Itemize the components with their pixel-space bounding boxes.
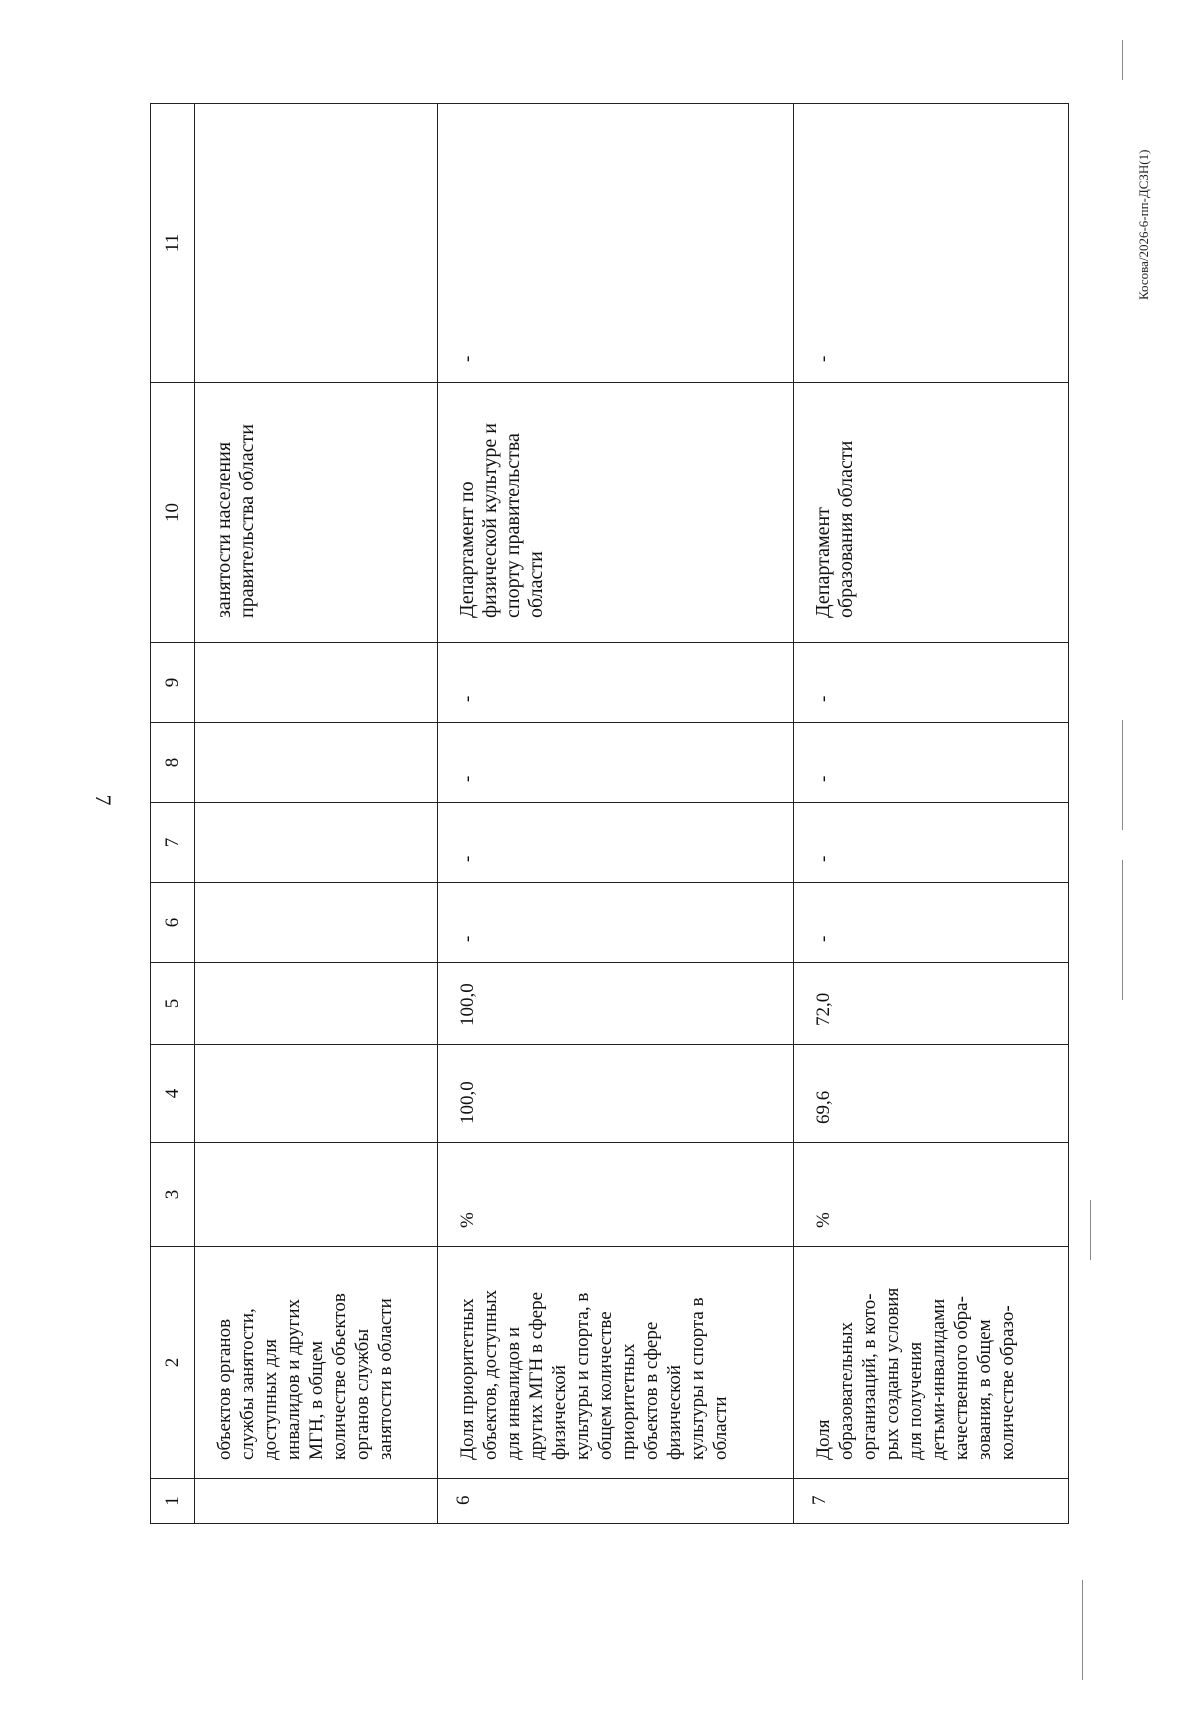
column-header-3: 3 <box>151 1143 195 1247</box>
row-number: 6 <box>438 1479 794 1524</box>
value-cell-5: 72,0 <box>794 963 1069 1045</box>
column-header-7: 7 <box>151 803 195 883</box>
responsible-body: Департамент по физической культуре и спорту правительства области <box>438 383 794 643</box>
value-cell-11: - <box>794 104 1069 383</box>
page-number: 7 <box>91 794 116 806</box>
table-row <box>195 104 438 1524</box>
row-number: 7 <box>794 1479 1069 1524</box>
value-cell-5: 100,0 <box>438 963 794 1045</box>
column-header-2: 2 <box>151 1247 195 1479</box>
value-cell-4: 69,6 <box>794 1045 1069 1143</box>
header-row <box>151 104 195 1524</box>
column-header-10: 10 <box>151 383 195 643</box>
scan-artifact <box>1122 860 1123 1000</box>
column-header-4: 4 <box>151 1045 195 1143</box>
responsible-body: занятости населения правительства области <box>195 383 438 643</box>
value-cell-9 <box>195 643 438 723</box>
scan-artifact <box>1082 1580 1083 1680</box>
value-cell-8: - <box>438 723 794 803</box>
value-cell-11: - <box>438 104 794 383</box>
scan-artifact <box>1090 1200 1091 1260</box>
indicator-name: Доля приоритетных объектов, доступных для инвалидов и других МГН в сфере физической культуры и спорта, в общем количестве приоритетных объектов в сфере физической культуры и спорта в области <box>438 1247 794 1479</box>
value-cell-6: - <box>794 883 1069 963</box>
document-code: Косова/2026-6-пп-ДСЗН(1) <box>1136 149 1151 300</box>
value-cell-8 <box>195 723 438 803</box>
value-cell-9: - <box>438 643 794 723</box>
column-header-1: 1 <box>151 1479 195 1524</box>
row-number <box>195 1479 438 1524</box>
responsible-body: Департамент образования области <box>794 383 1069 643</box>
table-row <box>794 104 1069 1524</box>
value-cell-5 <box>195 963 438 1045</box>
value-cell-7 <box>195 803 438 883</box>
value-cell-7: - <box>438 803 794 883</box>
column-header-5: 5 <box>151 963 195 1045</box>
value-cell-11 <box>195 104 438 383</box>
scan-artifact <box>1122 40 1123 80</box>
value-cell-9: - <box>794 643 1069 723</box>
table-row <box>438 104 794 1524</box>
column-header-9: 9 <box>151 643 195 723</box>
column-header-8: 8 <box>151 723 195 803</box>
indicator-name: Доля образовательных организаций, в кото- рых созданы условия для получения детьми-инвалидами качественного обра- зования, в общем количестве образо- <box>794 1247 1069 1479</box>
value-cell-6 <box>195 883 438 963</box>
data-table <box>150 103 1069 1524</box>
value-cell-6: - <box>438 883 794 963</box>
value-cell-4 <box>195 1045 438 1143</box>
unit-cell: % <box>438 1143 794 1247</box>
unit-cell <box>195 1143 438 1247</box>
value-cell-4: 100,0 <box>438 1045 794 1143</box>
value-cell-7: - <box>794 803 1069 883</box>
column-header-11: 11 <box>151 104 195 383</box>
column-header-6: 6 <box>151 883 195 963</box>
unit-cell: % <box>794 1143 1069 1247</box>
indicator-name: объектов органов службы занятости, доступных для инвалидов и других МГН, в общем количестве объектов органов службы занятости в области <box>195 1247 438 1479</box>
value-cell-8: - <box>794 723 1069 803</box>
scan-artifact <box>1122 720 1123 830</box>
rotated-table-container <box>150 104 1068 1524</box>
